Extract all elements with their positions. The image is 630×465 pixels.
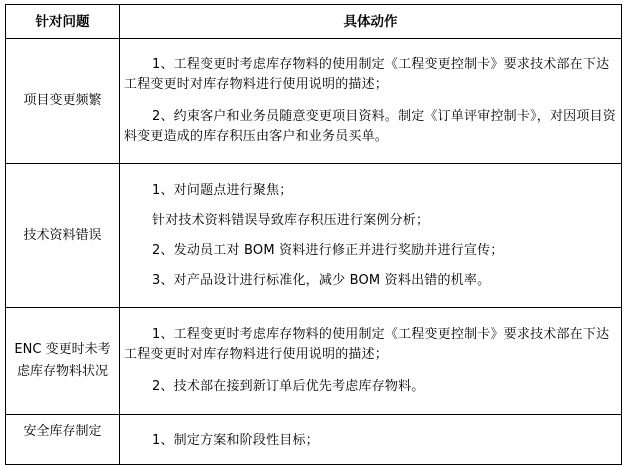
action-cell bbox=[120, 308, 622, 415]
issue-cell: 技术资料错误 bbox=[6, 164, 120, 308]
action-paragraph: 2、约束客户和业务员随意变更项目资料。制定《订单评审控制卡》，对因项目资料变更造成的库存积压由客户和业务员买单。 bbox=[124, 109, 616, 144]
action-paragraph: 2、技术部在接到新订单后优先考虑库存物料。 bbox=[152, 379, 425, 394]
action-paragraph: 3、对产品设计进行标准化，减少 BOM 资料出错的机率。 bbox=[152, 272, 491, 288]
header-issue: 针对问题 bbox=[6, 5, 120, 39]
action-paragraph: 1、对问题点进行聚焦； bbox=[152, 182, 293, 198]
table-row bbox=[6, 164, 622, 308]
issue-action-table bbox=[5, 4, 622, 465]
issue-cell: 安全库存制定 bbox=[6, 415, 120, 465]
issue-cell: 项目变更频繁 bbox=[6, 39, 120, 164]
header-action: 具体动作 bbox=[120, 5, 622, 39]
action-paragraph: 2、发动员工对 BOM 资料进行修正并进行奖励并进行宣传； bbox=[152, 242, 504, 258]
table-row bbox=[6, 39, 622, 164]
header-row bbox=[6, 5, 622, 39]
action-cell bbox=[120, 415, 622, 465]
table-row bbox=[6, 308, 622, 415]
issue-cell: ENC 变更时未考虑库存物料状况 bbox=[6, 308, 120, 415]
action-cell bbox=[120, 164, 622, 308]
table-row bbox=[6, 415, 622, 465]
action-paragraph: 1、工程变更时考虑库存物料的使用制定《工程变更控制卡》要求技术部在下达工程变更时对库存物料进行使用说明的描述； bbox=[124, 57, 610, 92]
action-paragraph: 1、制定方案和阶段性目标； bbox=[152, 433, 319, 448]
action-paragraph: 针对技术资料错误导致库存积压进行案例分析； bbox=[152, 212, 430, 228]
action-cell bbox=[120, 39, 622, 164]
action-paragraph: 1、工程变更时考虑库存物料的使用制定《工程变更控制卡》要求技术部在下达工程变更时对库存物料进行使用说明的描述； bbox=[124, 327, 610, 362]
